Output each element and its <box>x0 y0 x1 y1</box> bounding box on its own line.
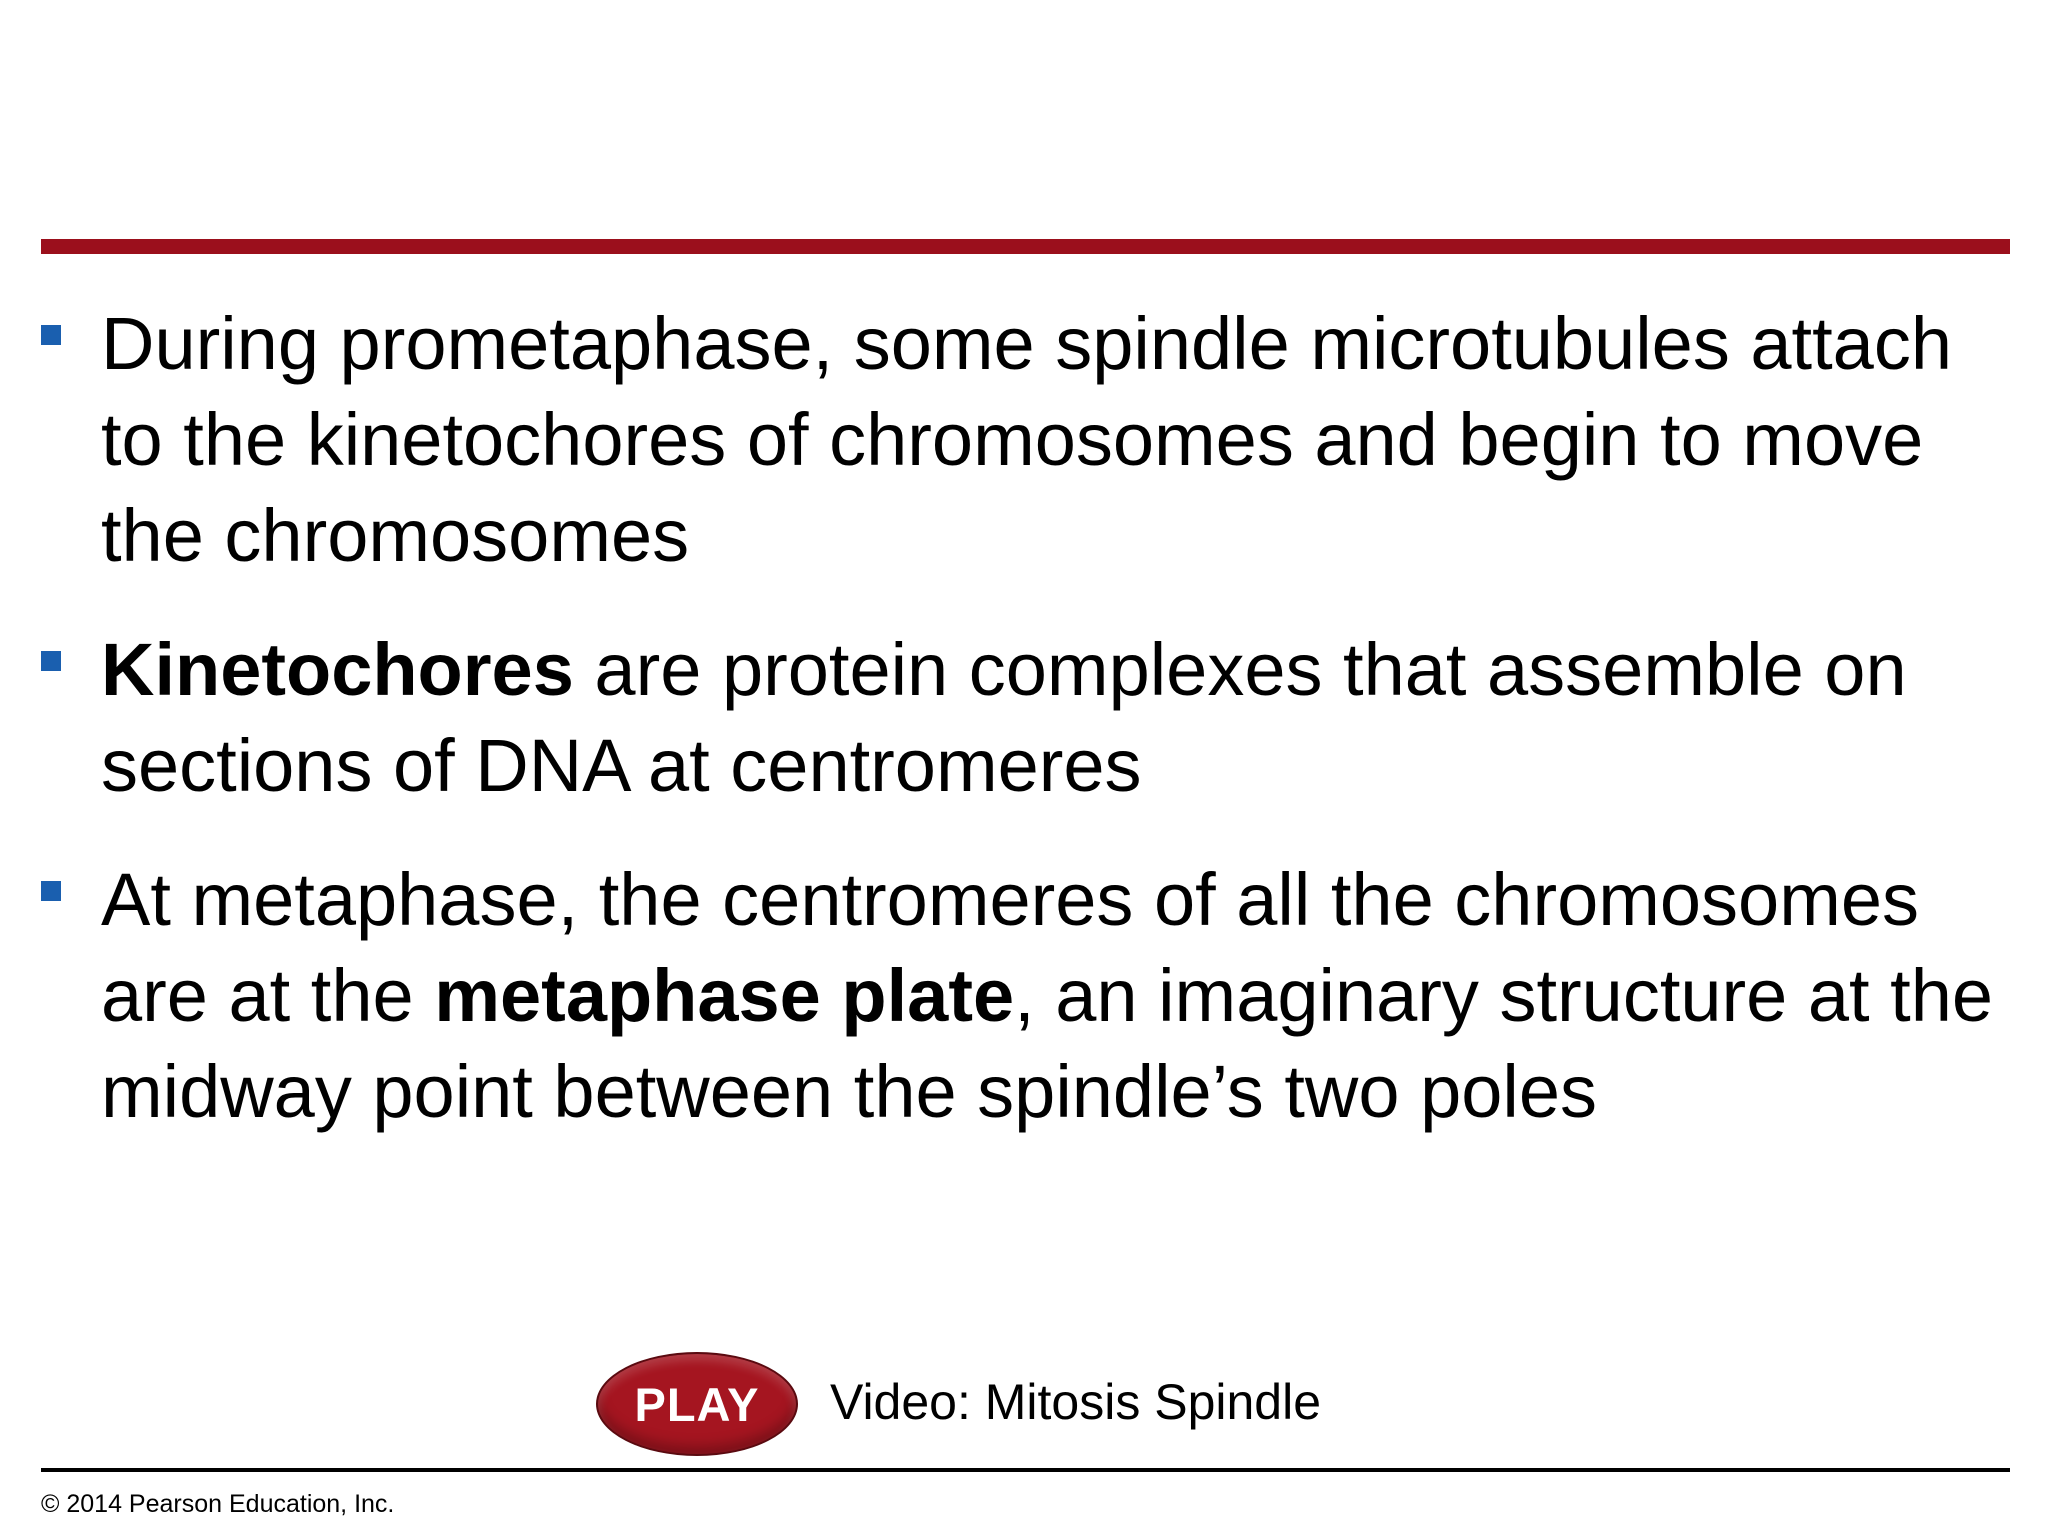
bullet-1-text-part-1: During prometaphase, some spindle microtubules attach to the kinetochores of chromosomes and begin to move the chromosomes <box>101 302 1952 577</box>
bullet-2-text-part-2: are protein complexes that assemble on sections of DNA at centromeres <box>101 628 1907 807</box>
term-kinetochores: Kinetochores <box>101 628 574 711</box>
title-divider <box>41 239 2010 254</box>
square-bullet-icon <box>41 651 61 671</box>
footer-divider <box>41 1468 2010 1472</box>
play-button-label: PLAY <box>634 1377 760 1431</box>
bullet-text-2 <box>101 628 1907 807</box>
bullet-list <box>41 296 2001 1178</box>
square-bullet-icon <box>41 325 61 345</box>
term-metaphase-plate: metaphase plate <box>434 954 1015 1037</box>
play-video-button[interactable] <box>596 1352 798 1456</box>
video-title: Video: Mitosis Spindle <box>830 1374 1322 1430</box>
bullet-text-1 <box>101 302 1952 577</box>
bullet-3-text-part-1: At metaphase, the centromeres of all the chromosomes are at the <box>101 858 1919 1037</box>
bullet-item-2 <box>41 622 2001 814</box>
copyright-notice: © 2014 Pearson Education, Inc. <box>41 1490 395 1518</box>
square-bullet-icon <box>41 881 61 901</box>
bullet-item-3 <box>41 852 2001 1140</box>
bullet-3-text-part-3: , an imaginary structure at the midway point between the spindle’s two poles <box>101 954 1994 1133</box>
bullet-item-1 <box>41 296 2001 584</box>
bullet-text-3 <box>101 858 1993 1133</box>
